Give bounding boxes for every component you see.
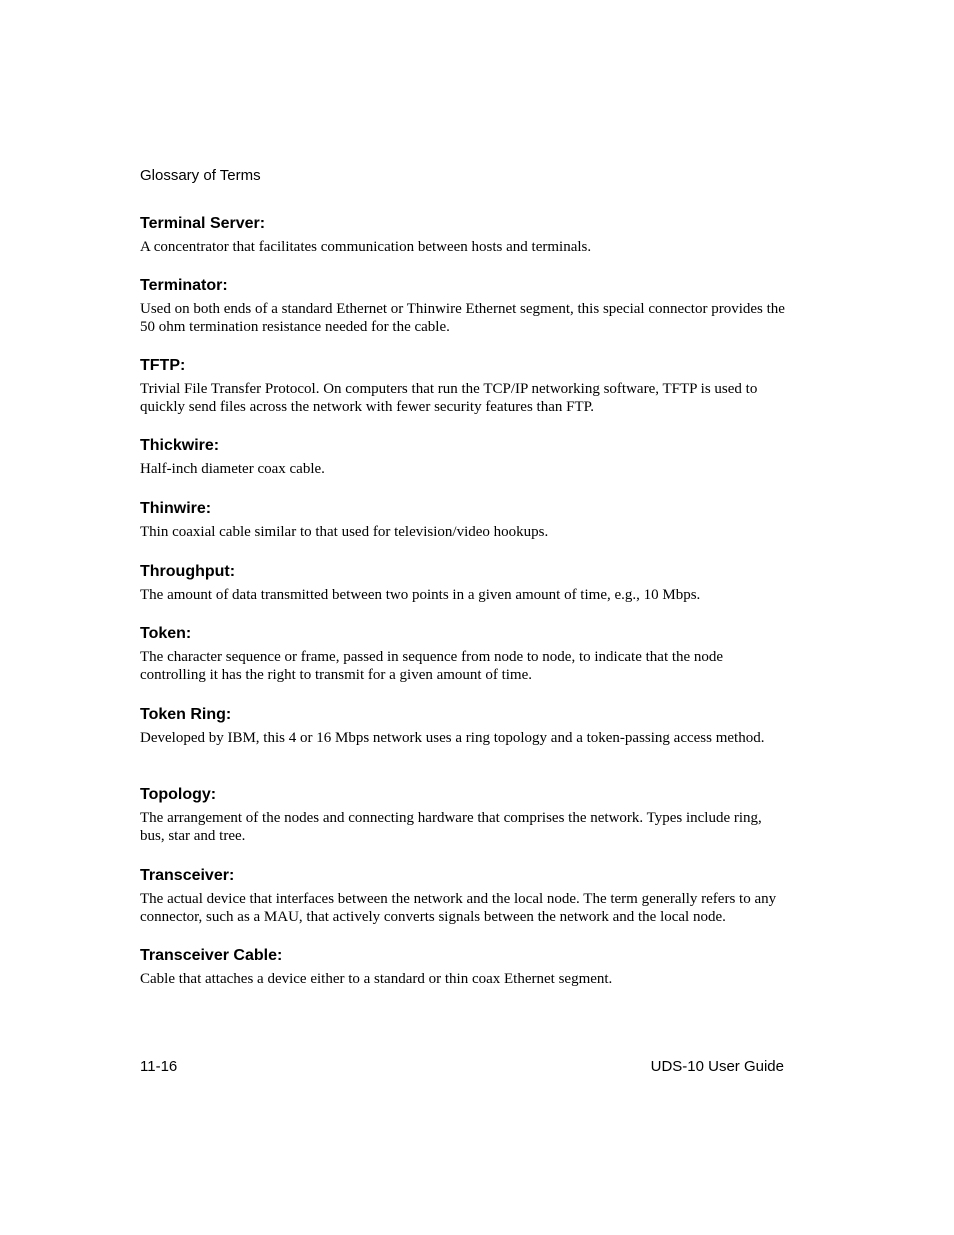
glossary-definition: The character sequence or frame, passed in sequence from node to node, to indicate that the node controlling it has the right to transmit for a given amount of time. — [140, 649, 724, 683]
glossary-term: Thickwire: — [140, 437, 220, 454]
glossary-term: Token Ring: — [140, 706, 232, 723]
glossary-definition: Thin coaxial cable similar to that used for television/video hookups. — [140, 524, 549, 540]
glossary-definition: Used on both ends of a standard Ethernet or Thinwire Ethernet segment, this special connector provides the 50 ohm termination resistance needed for the cable. — [140, 301, 785, 335]
glossary-definition: A concentrator that facilitates communication between hosts and terminals. — [140, 239, 592, 255]
footer-doc-title: UDS-10 User Guide — [650, 1058, 784, 1075]
glossary-term: Transceiver: — [140, 867, 235, 884]
glossary-term: Terminal Server: — [140, 215, 266, 232]
glossary-term: Topology: — [140, 786, 217, 803]
glossary-definition: The amount of data transmitted between two points in a given amount of time, e.g., 10 Mbps. — [140, 587, 701, 603]
glossary-entry-terminal-server — [140, 214, 790, 276]
glossary-entry-tftp — [140, 356, 790, 436]
glossary-entry-throughput — [140, 562, 790, 624]
glossary-term: Throughput: — [140, 563, 236, 580]
glossary-entry-terminator — [140, 276, 790, 356]
glossary-term: Token: — [140, 625, 192, 642]
glossary-definition: Half-inch diameter coax cable. — [140, 461, 325, 477]
glossary-entry-transceiver — [140, 866, 790, 946]
glossary-entry-transceiver-cable — [140, 946, 790, 996]
glossary-entry-topology — [140, 785, 790, 866]
running-header: Glossary of Terms — [140, 167, 261, 184]
glossary-definition: Cable that attaches a device either to a standard or thin coax Ethernet segment. — [140, 971, 613, 987]
glossary-entry-thickwire — [140, 436, 790, 499]
glossary-definition: The actual device that interfaces between the network and the local node. The term generally refers to any connector, such as a MAU, that actively converts signals between the network and the local node. — [140, 891, 777, 925]
glossary-term: Terminator: — [140, 277, 228, 294]
glossary-definition: The arrangement of the nodes and connecting hardware that comprises the network. Types include ring, bus, star and tree. — [140, 810, 762, 844]
glossary-definition: Developed by IBM, this 4 or 16 Mbps network uses a ring topology and a token-passing access method. — [140, 730, 765, 746]
glossary-definition: Trivial File Transfer Protocol. On computers that run the TCP/IP networking software, TFTP is used to quickly send files across the network with fewer security features than FTP. — [140, 381, 758, 415]
glossary-term: TFTP: — [140, 357, 186, 374]
glossary-term: Thinwire: — [140, 500, 212, 517]
page-number: 11-16 — [140, 1058, 178, 1075]
glossary-entry-thinwire — [140, 499, 790, 562]
glossary-entry-token-ring — [140, 705, 790, 785]
glossary-entry-token — [140, 624, 790, 705]
glossary-term: Transceiver Cable: — [140, 947, 283, 964]
glossary-list — [140, 214, 790, 996]
